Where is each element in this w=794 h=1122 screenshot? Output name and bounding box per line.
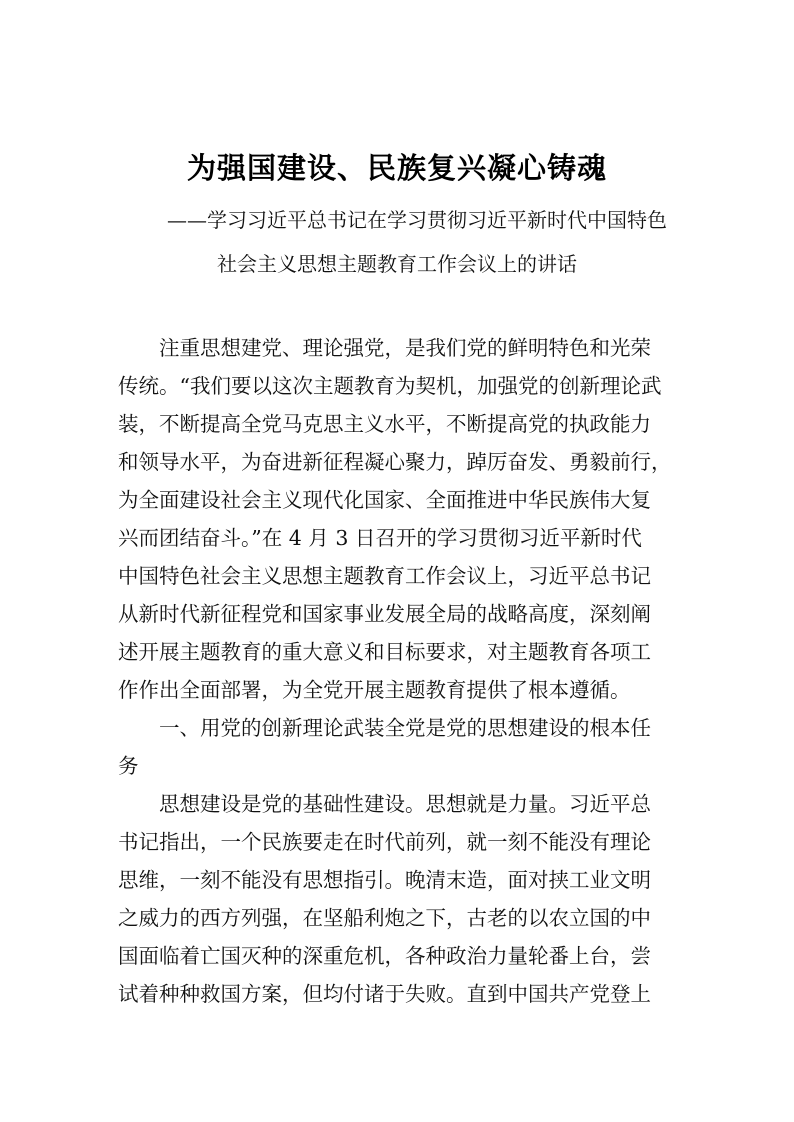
body-line: 兴而团结奋斗。”在 4 月 3 日召开的学习贯彻习近平新时代 (118, 526, 642, 550)
subtitle-line-2: 社会主义思想主题教育工作会议上的讲话 (217, 252, 577, 276)
section-heading-line: 务 (118, 754, 139, 778)
body-line: 和领导水平，为奋进新征程凝心聚力，踔厉奋发、勇毅前行， (118, 450, 672, 474)
body-line: 作作出全面部署，为全党开展主题教育提供了根本遵循。 (118, 678, 631, 702)
body-line: 之威力的西方列强，在坚船利炮之下，古老的以农立国的中 (118, 906, 651, 930)
body-line: 中国特色社会主义思想主题教育工作会议上，习近平总书记 (118, 564, 651, 588)
body-line: 从新时代新征程党和国家事业发展全局的战略高度，深刻阐 (118, 602, 651, 626)
body-line: 传统。“我们要以这次主题教育为契机，加强党的创新理论武 (118, 374, 662, 398)
body-line: 书记指出，一个民族要走在时代前列，就一刻不能没有理论 (118, 830, 651, 854)
body-line: 述开展主题教育的重大意义和目标要求，对主题教育各项工 (118, 640, 651, 664)
subtitle-line-1: ——学习习近平总书记在学习贯彻习近平新时代中国特色 (167, 208, 667, 232)
body-line: 思维，一刻不能没有思想指引。晚清末造，面对挟工业文明 (118, 868, 651, 892)
section-heading-line: 一、用党的创新理论武装全党是党的思想建设的根本任 (118, 716, 651, 740)
body-line: 装，不断提高全党马克思主义水平，不断提高党的执政能力 (118, 412, 651, 436)
body-line: 注重思想建党、理论强党，是我们党的鲜明特色和光荣 (118, 336, 651, 360)
body-line: 为全面建设社会主义现代化国家、全面推进中华民族伟大复 (118, 488, 651, 512)
body-line: 试着种种救国方案，但均付诸于失败。直到中国共产党登上 (118, 982, 651, 1006)
body-line: 思想建设是党的基础性建设。思想就是力量。习近平总 (118, 792, 651, 816)
document-title: 为强国建设、民族复兴凝心铸魂 (186, 151, 607, 185)
body-line: 国面临着亡国灭种的深重危机，各种政治力量轮番上台，尝 (118, 944, 651, 968)
